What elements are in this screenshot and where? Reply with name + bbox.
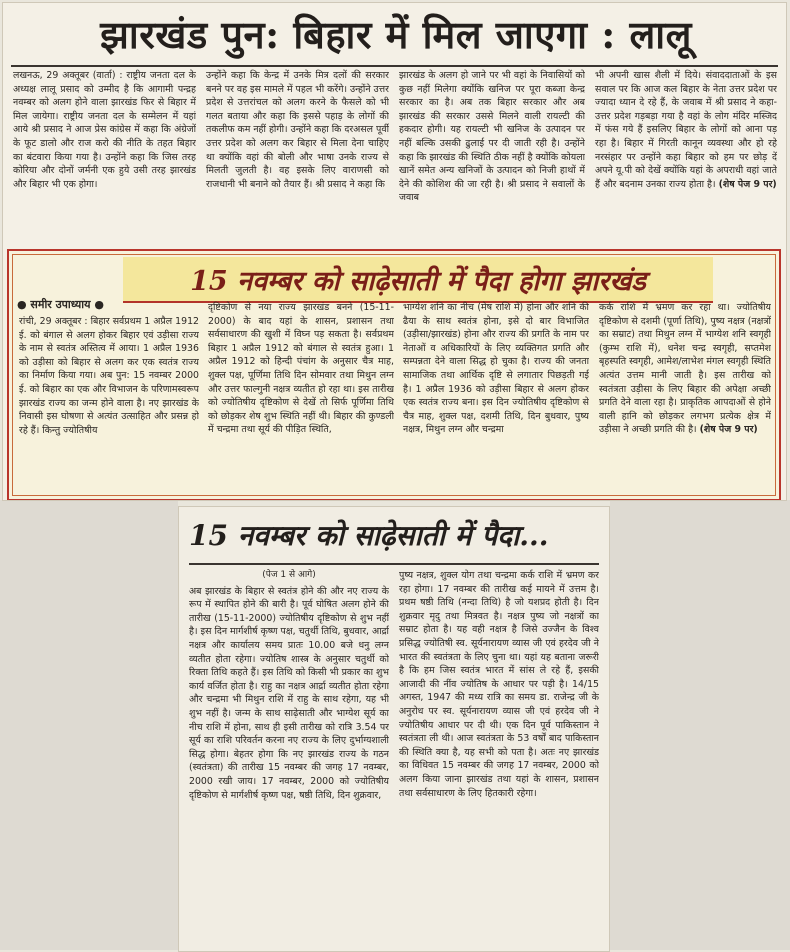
continuation-headline: 15 नवम्बर को साढ़ेसाती में पैदा... <box>189 519 549 552</box>
background-gray-left <box>0 500 178 950</box>
article-column-4-text: भी अपनी खास शैली में दिये। संवाददाताओं के इस सवाल पर कि आज कल बिहार के नेता उत्तर प्रदेश पर ज्यादा ध्यान दे रहे हैं, के जवाब में श्री प्रसाद ने कहा- उत्तर प्रदेश गड़बड़ा गया है वहां के लोग मंदिर मस्जिद में फंस गये हैं इसलिए बिहार के लोगों को आना पड़ रहा है। बिहार में गिरती कानून व्यवस्था और हो रहे नरसंहार पर उन्होंने कहा बिहार को हम पर छोड़ दें अपने यू.पी को देखें क्योंकि यहां के अपराधी वहां जाते हैं और बदनाम उनका राज्य होता है। <box>595 70 777 190</box>
main-news-clipping <box>2 2 787 501</box>
article-column-4 <box>595 69 777 245</box>
boxed-continued-page-note: (शेष पेज 9 पर) <box>699 424 758 436</box>
boxed-article <box>7 249 781 501</box>
continuation-divider <box>189 563 599 565</box>
boxed-column-1: रांची, 29 अक्तूबर : बिहार सर्वप्रथम 1 अप्रैल 1912 ई. को बंगाल से अलग होकर बिहार एवं उड़ीसा राज्य के नाम से स्वतंत्र अस्तित्व में आया। 1 अप्रैल 1936 को उड़ीसा को बिहार से अलग कर एक स्वतंत्र राज्य का निर्माण किया गया। अब पुन: 15 नवम्बर 2000 ई. को बिहार का एक और विभाजन के परिणामस्वरूप झारखंड राज्य का जन्म होने वाला है। नए झारखंड के निवासी इस घोषणा से अत्यंत उत्साहित और प्रसन्न हो रहे हैं। किन्तु ज्योतिषीय <box>19 316 199 436</box>
continuation-column-2: पुष्य नक्षत्र, शुक्ल योग तथा चन्द्रमा कर्क राशि में भ्रमण कर रहा होगा। 17 नवम्बर की तारीख कई मायने में उत्तम है। प्रथम षष्ठी तिथि (नन्दा तिथि) है जो यशप्रद होती है। दिन शुक्रवार मृदु तथा मित्रवत है। नक्षत्र पुष्य जो नक्षत्रों का सम्राट होता है। यह वही नक्षत्र है जिसे उज्जैन के विश्व प्रसिद्ध ज्योतिषी स्व. सूर्यनारायण व्यास जी एवं हरदेव जी ने भारत की स्वतंत्रता के लिए चुना था। यहां यह बताना जरूरी है कि हम जिस स्वतंत्र भारत में सांस ले रहे हैं, इसकी आजादी की नींव ज्योतिष के आधार पर पड़ी है। 14/15 अगस्त, 1947 की मध्य रात्रि का समय डा. राजेन्द्र जी के अनुरोध पर स्व. सूर्यनारायण व्यास जी एवं हरदेव जी ने ज्योतिषीय आधार पर दी थी। एक दिन पूर्व पाकिस्तान ने स्वतंत्रता ली थी। आज स्वतंत्रता के 53 वर्षों बाद पाकिस्तान की स्थिति क्या है, यह सभी को पता है। अतः नए झारखंड का विधिवत 15 नवम्बर की जगह 17 नवम्बर, 2000 को अलग किया जाना झारखंड तथा यहां के शासन, प्रशासन तथा सर्वसाधारण के लिए हितकारी रहेगा। <box>399 570 599 799</box>
headline-divider <box>11 65 778 67</box>
continuation-news-clipping <box>178 506 610 952</box>
boxed-column-4-text: कर्क राशि में भ्रमण कर रहा था। ज्योतिषीय दृष्टिकोण से दशमी (पूर्णा तिथि), पुष्य नक्षत्र (नक्षत्रों का सम्राट) तथा मिथुन लग्न में भाग्येश शनि स्वगृही (कुम्भ राशि में), धनेश चन्द्र स्वगृही, सप्तमेश बृहस्पति स्वगृही, आमेश/लाभेश मंगल स्वगृही स्थिति अत्यंत उत्तम मानी जाती है। इस तारीख को स्वतंत्रता उड़ीसा के लिए बिहार की अपेक्षा अच्छी प्रगति देने वाला रहा है। प्राकृतिक आपदाओं से होने वाली हानि को छोड़कर लगभग प्रत्येक क्षेत्र में उड़ीसा ने अच्छी प्रगति की है। <box>599 302 771 436</box>
article-column-3: झारखंड के अलग हो जाने पर भी वहां के निवासियों को कुछ नहीं मिलेगा क्योंकि खनिज पर पूरा कब्जा केन्द्र सरकार का है। अब तक बिहार सरकार और अब झारखंड की सरकार उससे मिलने वाली रायल्टी की हकदार होगी। यह रायल्टी भी खनिज के उत्पादन पर नहीं बल्कि उसकी ढुलाई पर दी जाती रही है। उन्होंने कहा कि झारखंड की स्थिति ठीक नहीं है क्योंकि कोयला खानें समेत अन्य खनिजों के उत्पादन को निजी हाथों में देने की कोशिश की जा रही है। श्री प्रसाद ने सवालों के जवाब <box>399 70 585 204</box>
boxed-column-3: भाग्येश शनि का नीच (मेष राशि में) होना और शनि की ढैया के साथ स्वतंत्र होना, इसे दो बार विभाजित (उड़ीसा/झारखंड) होना और राज्य की प्रगति के नाम पर नेताओं व अधिकारियों के लिए व्यक्तिगत प्रगति और सम्पन्नता देने वाला सिद्ध हो चुका है। राज्य की जनता सामाजिक तथा आर्थिक दृष्टि से लगातार पिछड़ती गई है। 1 अप्रैल 1936 को उड़ीसा बिहार से अलग होकर एक स्वतंत्र राज्य बना। इस दिन ज्योतिषीय दृष्टिकोण से चैत्र माह, शुक्ल पक्ष, दशमी तिथि, दिन बुधवार, पुष्य नक्षत्र, मिथुन लग्न और चन्द्रमा <box>403 302 589 436</box>
article-column-1: लखनऊ, 29 अक्तूबर (वार्ता) : राष्ट्रीय जनता दल के अध्यक्ष लालू प्रसाद को उम्मीद है कि आगामी पन्द्रह नवम्बर को अलग होने वाला झारखंड फिर से बिहार में मिल जायेगा। राष्ट्रीय जनता दल के सम्मेलन में यहां आये श्री प्रसाद ने आज प्रेस कांग्रेस में कहा कि अंग्रेजों के फूट डालो और राज करो की नीति के तहत बिहार का बंटवारा किया गया है। उन्होंने कहा कि जिस तरह कोरिया और दोनों जर्मनी एक हुये उसी तरह झारखंड और बिहार भी एक होगा। <box>13 70 196 190</box>
boxed-article-headline: 15 नवम्बर को साढ़ेसाती में पैदा होगा झारखंड <box>123 257 713 303</box>
author-byline: ● समीर उपाध्याय ● <box>17 298 104 311</box>
main-headline: झारखंड पुन: बिहार में मिल जाएगा : लालू <box>100 12 692 57</box>
background-gray-right <box>610 500 790 950</box>
continuation-column-1 <box>189 569 389 947</box>
continuation-column-1-text: अब झारखंड के बिहार से स्वतंत्र होने की और नए राज्य के रूप में स्थापित होने की बारी है। पूर्व घोषित अलग होने की तारीख (15-11-2000) ज्योतिषीय दृष्टिकोण से शुभ नहीं है। इस दिन मार्गशीर्ष कृष्ण पक्ष, चतुर्थी तिथि, बुधवार, आर्द्रा नक्षत्र और कार्यालय समय प्रातः 10.00 बजे धनु लग्न व्यतीत होता रहेगा। ज्योतिष शास्त्र के अनुसार चतुर्थी को रिक्ता तिथि कहते हैं। इस तिथि को किसी भी प्रकार का शुभ कार्य वर्जित होता है। राहु का नक्षत्र आर्द्रा व्यतीत होता रहेगा और चन्द्रमा भी मिथुन राशि में राहु के साथ रहेगा, यह भी शुभ नहीं है। जन्म के साथ साढ़ेसाती और भाग्येश सूर्य का नीच राशि में होना, साथ ही इसी तारीख को रात्रि 3.54 पर सूर्य का राशि परिवर्तन करना नए राज्य के लिए दुर्भाग्यशाली सिद्ध होगा। बेहतर होगा कि नए झारखंड राज्य के गठन (स्वतंत्रता) की तारीख 15 नवम्बर की जगह 17 नवम्बर, 2000 रखी जाय। 17 नवम्बर, 2000 को ज्योतिषीय दृष्टिकोण से मार्गशीर्ष कृष्ण पक्ष, षष्ठी तिथि, दिन शुक्रवार, <box>189 585 389 801</box>
boxed-column-4 <box>599 301 771 491</box>
boxed-column-2: दृष्टिकोण से नया राज्य झारखंड बनने (15-11-2000) के बाद यहां के शासन, प्रशासन तथा सर्वसाधारण की खुशी में विघ्न पड़ सकता है। सर्वप्रथम बिहार 1 अप्रैल 1912 को बंगाल से स्वतंत्र हुआ। 1 अप्रैल 1912 को हिन्दी पंचांग के अनुसार चैत्र माह, शुक्ल पक्ष, पूर्णिमा तिथि दिन सोमवार तथा मिथुन लग्न और उत्तर फाल्गुनी नक्षत्र व्यतीत हो रहा था। इस तारीख को ज्योतिषीय दृष्टिकोण से देखें तो सिर्फ पूर्णिमा तिथि को छोड़कर शेष शुभ स्थिति नहीं थी। बिहार की कुण्डली में चन्द्रमा तथा सूर्य की पीड़ित स्थिति, <box>208 302 394 436</box>
page-reference: (पेज 1 से आगे) <box>262 570 316 580</box>
article-column-2: उन्होंने कहा कि केन्द्र में उनके मित्र दलों की सरकार बनने पर वह इस मामले में पहल भी करेंगे। उन्होंने उत्तर प्रदेश से उत्तरांचल को अलग करने के फैसले को भी गलत बताया और कहा कि इससे पहाड़ के लोगों की तकलीफ कम नहीं होगी। उन्होंने कहा कि दरअसल पूर्वी उत्तर प्रदेश को अलग कर बिहार से मिला देना चाहिए था क्योंकि वहां की बोली और भाषा उनके राज्य से मिलती जुलती है। वह इसके लिए वाराणसी को राजधानी भी बनाने को तैयार हैं। श्री प्रसाद ने कहा कि <box>206 70 389 190</box>
continued-page-note: (शेष पेज 9 पर) <box>718 178 777 190</box>
